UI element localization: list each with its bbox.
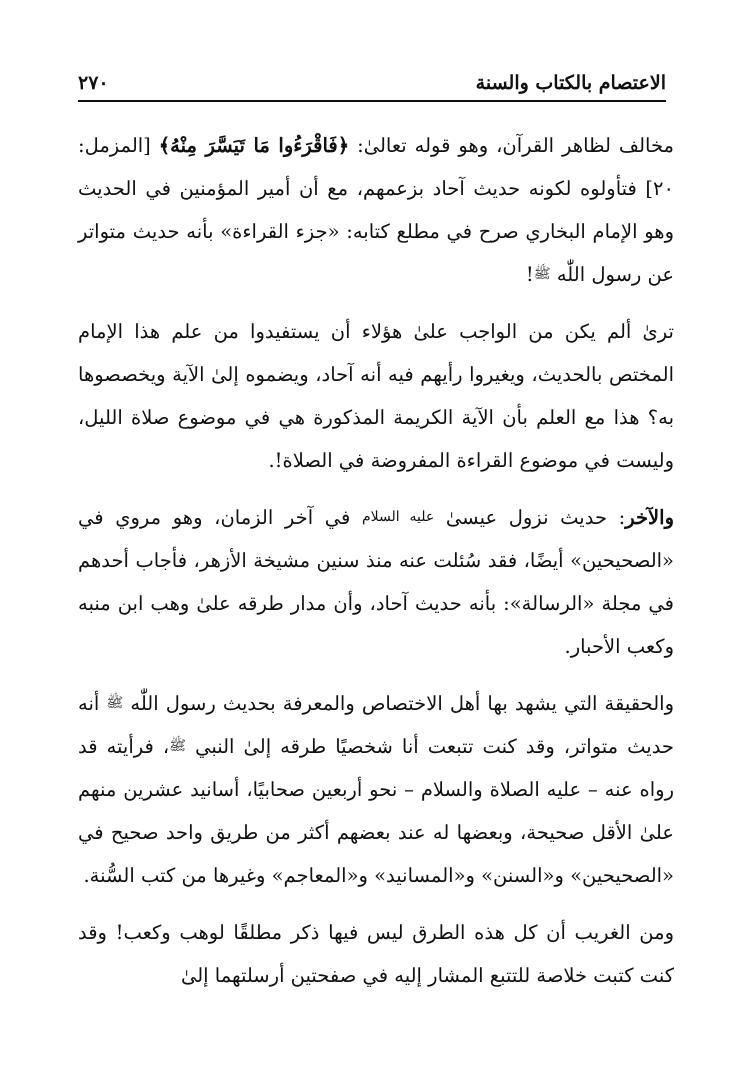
paragraph-4 bbox=[78, 682, 674, 897]
paragraph-2-text: ترىٰ ألم يكن من الواجب علىٰ هؤلاء أن يستفيدوا من علم هذا الإمام المختص بالحديث، ويغيروا رأيهم فيه أنه آحاد، ويضموه إلىٰ الآية ويخصصوها به؟ هذا مع العلم بأن الآية الكريمة المذكورة هي في موضوع صلاة الليل، وليست في موضوع القراءة المفروضة في الصلاة!. bbox=[78, 320, 674, 472]
page-number: ٢٧٠ bbox=[78, 72, 109, 94]
paragraph-4-text-c: ، فرأيته قد رواه عنه – عليه الصلاة والسلام – نحو أربعين صحابيًا، أسانيد عشرين منهم علىٰ الأقل صحيحة، وبعضها له عند بعضهم أكثر من طريق واحد صحيح في «الصحيحين» و«السنن» و«المسانيد» و«المعاجم» وغيرها من كتب السُّنة. bbox=[78, 735, 674, 887]
body-text bbox=[78, 124, 674, 1011]
paragraph-2 bbox=[78, 310, 674, 482]
quran-verse: ﴿فَاقْرَءُوا مَا تَيَسَّرَ مِنْهُ﴾ bbox=[158, 134, 350, 157]
paragraph-1 bbox=[78, 124, 674, 296]
running-title: الاعتصام بالكتاب والسنة bbox=[475, 72, 666, 94]
paragraph-4-text-b: أنه حديث متواتر، وقد كنت تتبعت أنا شخصيًا طرقه إلىٰ النبي bbox=[78, 692, 674, 758]
paragraph-5-text: ومن الغريب أن كل هذه الطرق ليس فيها ذكر مطلقًا لوهب وكعب! وقد كنت كتبت خلاصة للتتبع المشار إليه في صفحتين أرسلتهما إلىٰ bbox=[78, 921, 674, 987]
paragraph-1-text-b: [المزمل: ٢٠] فتأولوه لكونه حديث آحاد بزعمهم، مع أن أمير المؤمنين في الحديث وهو الإمام البخاري صرح في مطلع كتابه: «جزء القراءة» بأنه حديث متواتر عن رسول اللّٰه bbox=[78, 134, 674, 286]
page-header bbox=[78, 58, 666, 94]
header-divider bbox=[78, 100, 666, 102]
paragraph-3-text-a: : حديث نزول عيسىٰ bbox=[434, 506, 626, 529]
alayhi-salam-honorific-icon: عليه السلام bbox=[362, 509, 435, 525]
paragraph-3-text-b: في آخر الزمان، وهو مروي في «الصحيحين» أيضًا، فقد سُئلت عنه منذ سنين مشيخة الأزهر، فأجاب أحدهم في مجلة «الرسالة»: بأنه حديث آحاد، وأن مدار طرقه علىٰ وهب ابن منبه وكعب الأحبار. bbox=[78, 506, 674, 658]
salawat-honorific-icon: ﷺ bbox=[106, 695, 124, 711]
paragraph-1-text-c: ! bbox=[525, 263, 534, 286]
paragraph-3-lead: والآخر bbox=[625, 506, 674, 529]
paragraph-3 bbox=[78, 496, 674, 668]
salawat-honorific-icon: ﷺ bbox=[169, 738, 187, 754]
salawat-honorific-icon: ﷺ bbox=[533, 266, 551, 282]
paragraph-4-text-a: والحقيقة التي يشهد بها أهل الاختصاص والمعرفة بحديث رسول اللّٰه bbox=[123, 692, 674, 715]
paragraph-1-text-a: مخالف لظاهر القرآن، وهو قوله تعالىٰ: bbox=[349, 134, 675, 157]
paragraph-5 bbox=[78, 911, 674, 997]
